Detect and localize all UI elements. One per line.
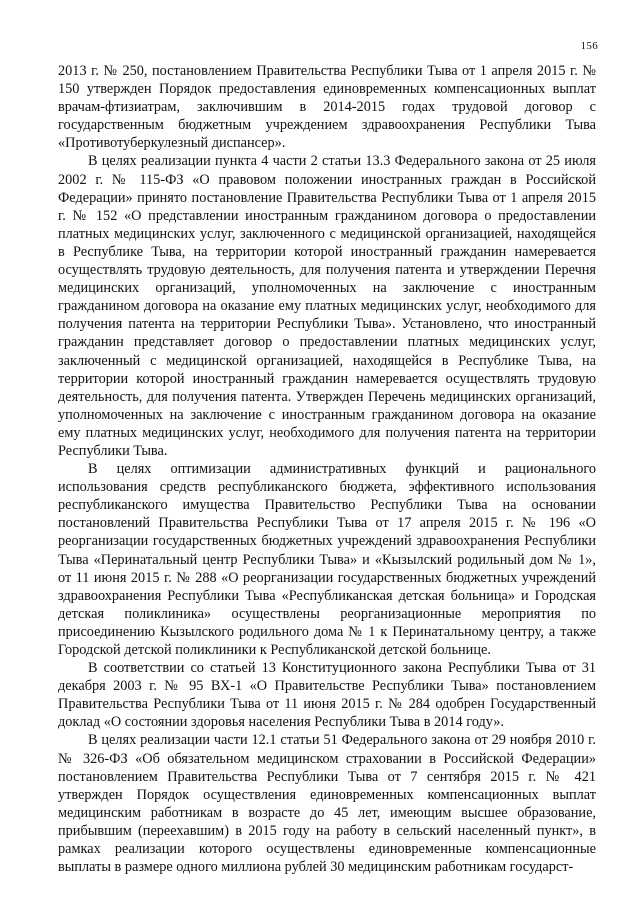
- page-number: 156: [580, 40, 598, 52]
- paragraph-state-report: В соответствии со статьей 13 Конституционного закона Республики Тыва от 31 декабря 2003 г. № 95 ВХ-1 «О Правительстве Республики Тыва» постановлением Правительства Республики Тыва от 11 июня 2015 г. № 284 одобрен Государственный доклад «О состоянии здоровья населения Республики Тыва в 2014 году».: [58, 660, 596, 731]
- paragraph-reorganization: В целях оптимизации административных функций и рационального использования средств республиканского бюджета, эффективного использования республиканского имущества Правительство Республики Тыва на основании постановлений Правительства Республики Тыва от 17 апреля 2015 г. № 196 «О реорганизации государственных бюджетных учреждений здравоохранения Республики Тыва «Перинатальный центр Республики Тыва» и «Кызылский родильный дом № 1», от 11 июня 2015 г. № 288 «О реорганизации государственных бюджетных учреждений здравоохранения Республики Тыва «Республиканская детская больница» и Городская детская поликлиника» осуществлены реорганизационные мероприятия по присоединению Кызылского родильного дома № 1 к Перинатальному центру, а также Городской детской поликлиники к Республиканской детской больнице.: [58, 461, 596, 658]
- body-text: [58, 62, 596, 876]
- paragraph-compensation-payments: В целях реализации части 12.1 статьи 51 Федерального закона от 29 ноября 2010 г. № 326-ФЗ «Об обязательном медицинском страховании в Российской Федерации» постановлением Правительства Республики Тыва от 7 сентября 2015 г. № 421 утвержден Порядок осуществления единовременных компенсационных выплат медицинским работникам в возрасте до 45 лет, имеющим высшее образование, прибывшим (переехавшим) в 2015 году на работу в сельский населенный пункт», в рамках реализации которого осуществлены единовременные компенсационные выплаты в размере одного миллиона рублей 30 медицинским работникам государст-: [58, 732, 596, 876]
- paragraph-foreign-citizens: В целях реализации пункта 4 части 2 статьи 13.3 Федерального закона от 25 июля 2002 г. № 115-ФЗ «О правовом положении иностранных граждан в Российской Федерации» принято постановление Правительства Республики Тыва от 1 апреля 2015 г. № 152 «О представлении иностранным гражданином договора о предоставлении платных медицинских услуг, заключенного с медицинской организацией, находящейся в Республике Тыва, на территории которой иностранный гражданин намеревается осуществлять трудовую деятельность, для получения патента и утверждении Перечня медицинских организаций, уполномоченных на заключение с иностранным гражданином договора на оказание ему платных медицинских услуг, необходимого для получения патента на территории Республики Тыва». Установлено, что иностранный гражданин представляет договор о предоставлении платных медицинских услуг, заключенный с медицинской организацией, находящейся в Республике Тыва, на территории которой иностранный гражданин намеревается осуществлять трудовую деятельность, для получения патента. Утвержден Перечень медицинских организаций, уполномоченных на заключение с иностранным гражданином договора на оказание ему платных медицинских услуг, необходимого для получения патента на территории Республики Тыва.: [58, 153, 596, 459]
- paragraph-continuation: 2013 г. № 250, постановлением Правительства Республики Тыва от 1 апреля 2015 г. № 150 утвержден Порядок предоставления единовременных компенсационных выплат врачам-фтизиатрам, заключившим в 2014-2015 годах трудовой договор с государственным бюджетным учреждением здравоохранения Республики Тыва «Противотуберкулезный диспансер».: [58, 63, 596, 152]
